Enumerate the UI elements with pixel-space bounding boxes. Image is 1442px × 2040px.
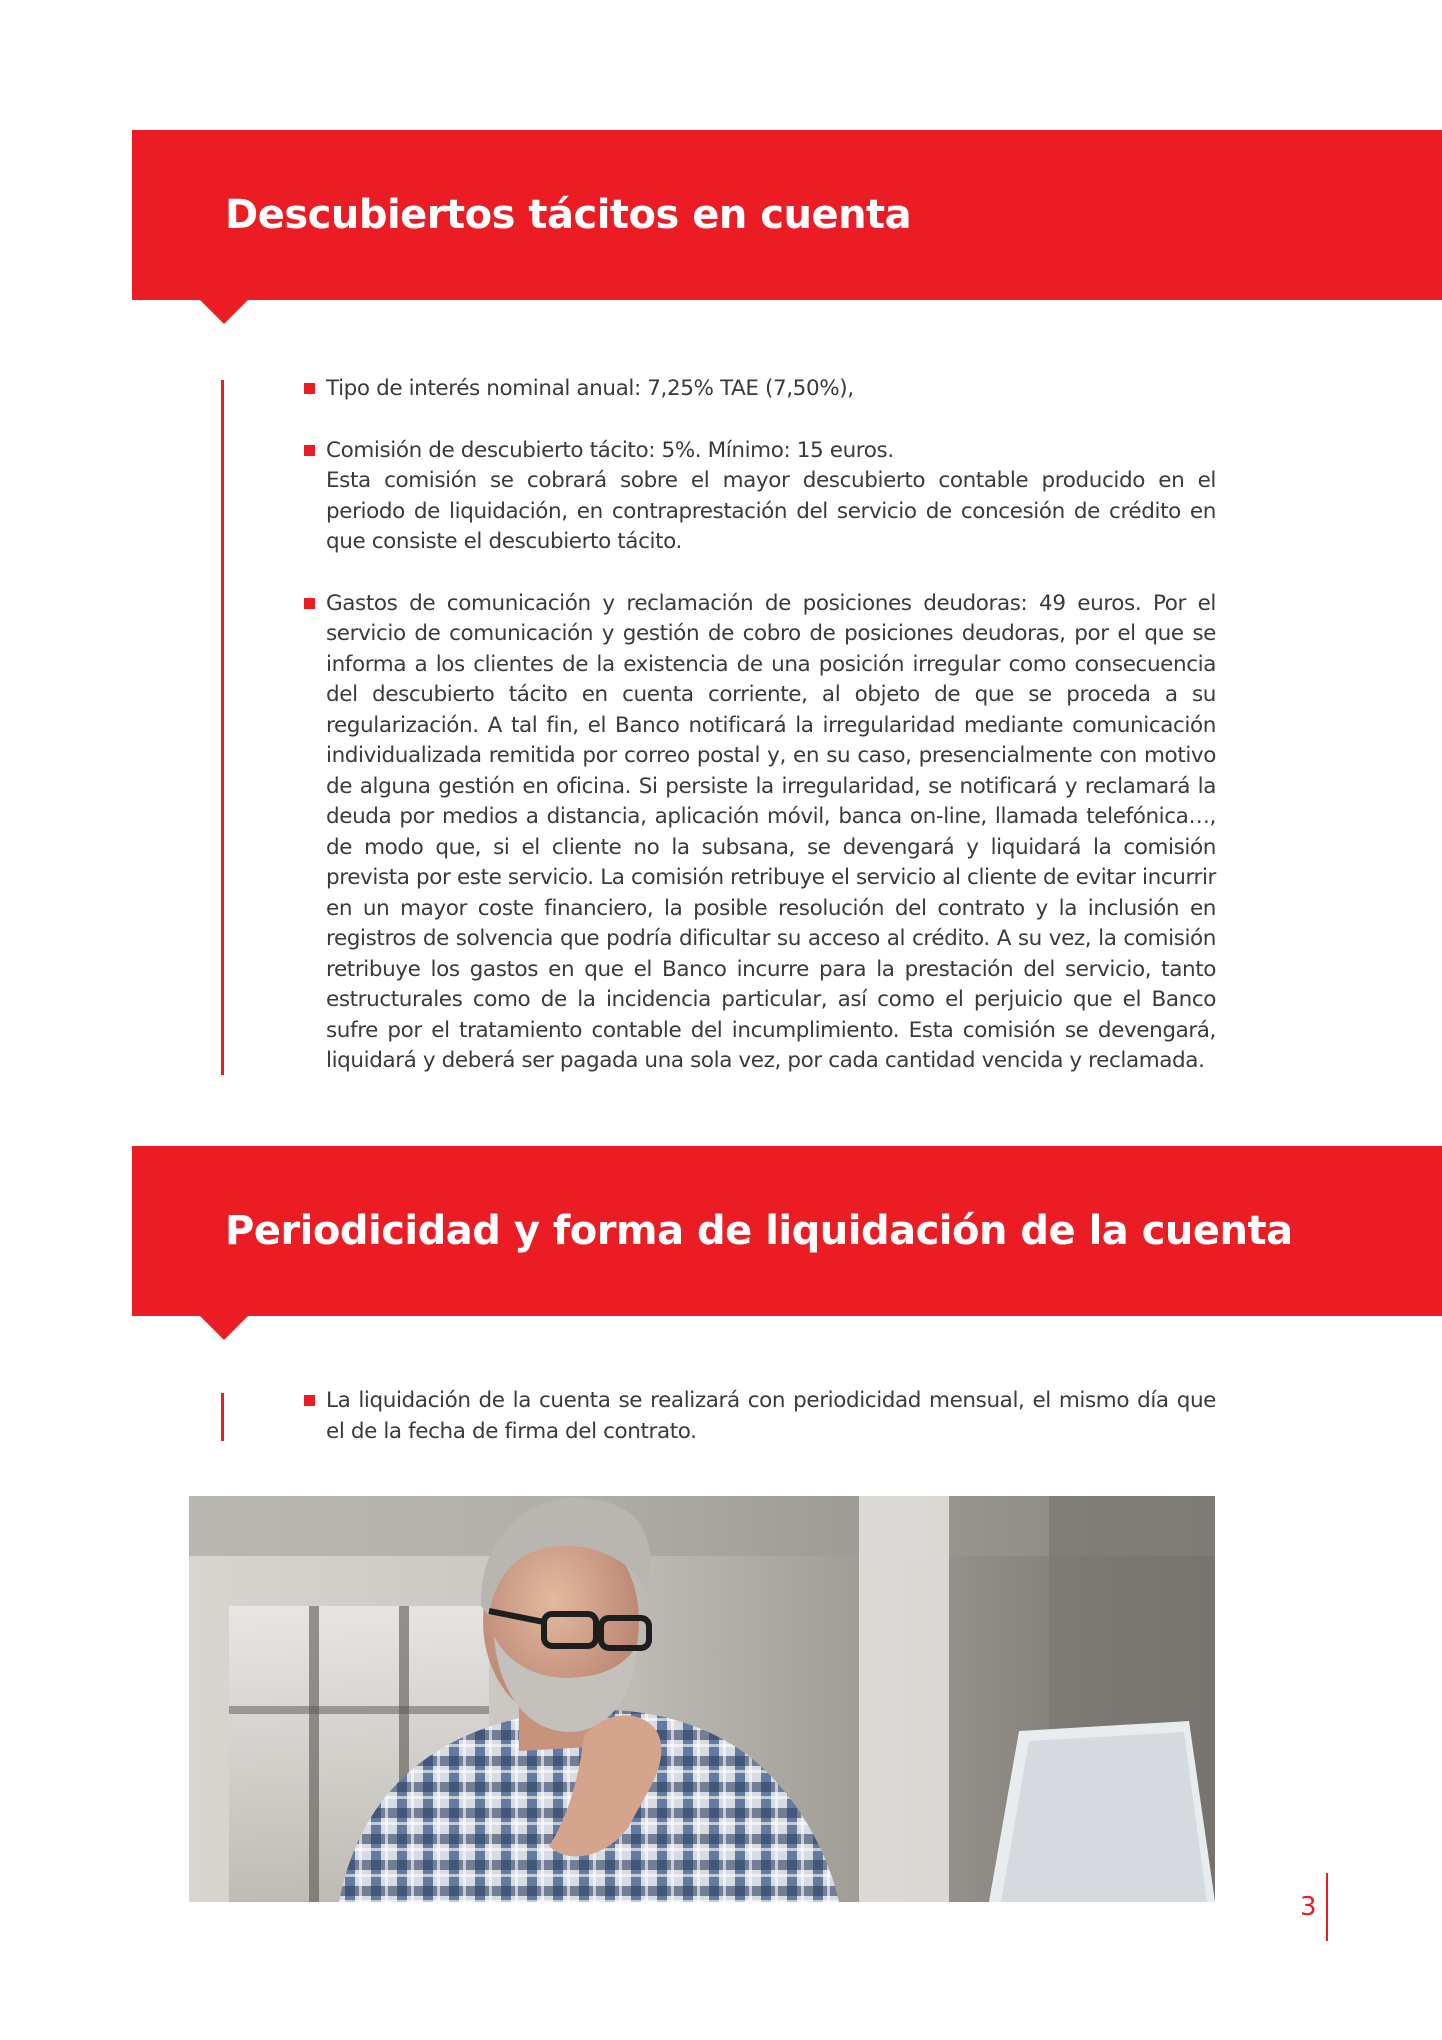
list-item — [304, 1386, 1216, 1447]
section-title: Descubiertos tácitos en cuenta — [225, 192, 912, 238]
accent-rule — [221, 380, 224, 1075]
bullet-square-icon — [304, 383, 315, 394]
accent-rule — [221, 1393, 224, 1441]
list-item — [304, 589, 1216, 1077]
list-item-text: Tipo de interés nominal anual: 7,25% TAE (7,50%), — [326, 376, 854, 401]
list-item-text: Esta comisión se cobrará sobre el mayor descubierto contable producido en el periodo de liquidación, en contraprestación del servicio de concesión de crédito en que consiste el descubierto tácito. — [326, 468, 1216, 554]
man-at-laptop-photo — [189, 1496, 1215, 1902]
section-banner-descubiertos — [132, 130, 1442, 300]
page-number: 3 — [1300, 1892, 1317, 1922]
bullet-list-descubiertos — [304, 374, 1216, 1108]
bullet-square-icon — [304, 1395, 315, 1406]
page-number-block — [1300, 1873, 1328, 1941]
list-item-text: Comisión de descubierto tácito: 5%. Mínimo: 15 euros. — [326, 437, 894, 463]
bullet-square-icon — [304, 598, 315, 609]
section-banner-periodicidad — [132, 1146, 1442, 1316]
bullet-list-periodicidad — [304, 1386, 1216, 1478]
list-item-text: Gastos de comunicación y reclamación de posiciones deudoras: 49 euros. Por el servicio de comunicación y gestión de cobro de posiciones deudoras, por el que se informa a los clientes de la existencia de una posición irregular como consecuencia del descubierto tácito en cuenta corriente, al objeto de que se proceda a su regularización. A tal fin, el Banco notificará la irregularidad mediante comunicación individualizada remitida por correo postal y, en su caso, presencialmente con motivo de alguna gestión en oficina. Si persiste la irregularidad, se notificará y reclamará la deuda por medios a distancia, aplicación móvil, banca on-line, llamada telefónica…, de modo que, si el cliente no la subsana, se devengará y liquidará la comisión prevista por este servicio. La comisión retribuye el servicio al cliente de evitar incurrir en un mayor coste financiero, la posible resolución del contrato y la inclusión en registros de solvencia que podría dificultar su acceso al crédito. A su vez, la comisión retribuye los gastos en que el Banco incurre para la prestación del servicio, tanto estructurales como de la incidencia particular, así como el perjuicio que el Banco sufre por el tratamiento contable del incumplimiento. Esta comisión se devengará, liquidará y deberá ser pagada una sola vez, por cada cantidad vencida y reclamada. — [326, 590, 1216, 1073]
list-item — [304, 374, 1216, 405]
list-item-text: La liquidación de la cuenta se realizará con periodicidad mensual, el mismo día que el de la fecha de firma del contrato. — [326, 1388, 1216, 1444]
section-title: Periodicidad y forma de liquidación de la cuenta — [225, 1208, 1293, 1254]
bullet-square-icon — [304, 445, 315, 456]
list-item — [304, 436, 1216, 558]
